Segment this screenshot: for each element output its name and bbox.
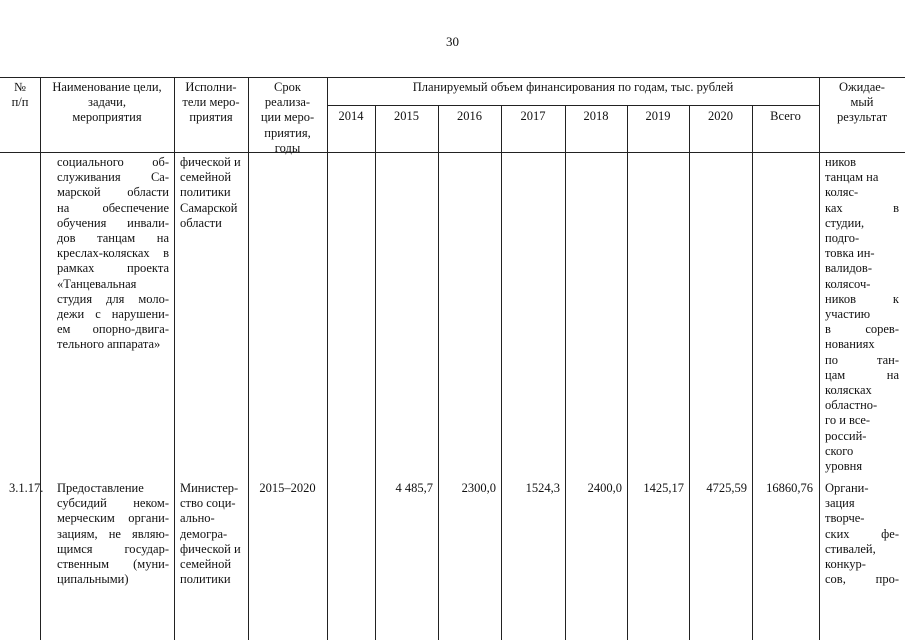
header-col-result: Ожидае- мый результат [836, 80, 888, 125]
value-total: 16860,76 [766, 481, 813, 495]
header-year-2018: 2018 [583, 109, 609, 123]
value-2017: 1524,3 [525, 481, 560, 495]
header-col-executor: Исполни- тели меро- приятия [182, 80, 240, 125]
header-year-2015: 2015 [394, 109, 419, 123]
header-year-2020: 2020 [708, 109, 733, 123]
row-executor-cell: Министер- ство соци- ально- демогра- фической и семейной политики [180, 481, 241, 587]
header-col-number: № п/п [11, 80, 29, 110]
value-2020: 4725,59 [706, 481, 747, 495]
header-year-2016: 2016 [457, 109, 482, 123]
continued-executor-cell: фической и семейной политики Самарской области [180, 155, 241, 230]
row-name-cell: Предоставление субсидий неком- мерческим органи- зациям, не являю- щимся государ- ственным (муни- ципальными) [57, 481, 169, 587]
header-year-2014: 2014 [338, 109, 364, 123]
header-year-2017: 2017 [520, 109, 546, 123]
header-year-2019: 2019 [645, 109, 671, 123]
header-col-funding: Планируемый объем финансирования по годам, тыс. рублей [412, 80, 734, 94]
header-col-name: Наименование цели, задачи, мероприятия [52, 80, 162, 125]
header-col-term: Срок реализа- ции меро- приятия, годы [260, 80, 315, 155]
row-number: 3.1.17. [9, 481, 44, 495]
continued-result-cell: ников танцам на коляс- ках в студии, подго- товка ин- валидов- колясоч- ников к участию в сорев- нованиях по тан- цам на колясках областно- го и всe- россий- ского уровня [825, 155, 899, 474]
value-2016: 2300,0 [461, 481, 496, 495]
row-term-cell: 2015–2020 [259, 481, 316, 495]
value-2015: 4 485,7 [395, 481, 433, 495]
value-2019: 1425,17 [643, 481, 684, 495]
page-number: 30 [446, 34, 459, 49]
continued-name-cell: социального об- служивания Са- марской области на обеспечение обучения инвали- дов танцам на креслах-колясках в рамках проекта «Танцевальная студия для моло- дежи с нарушени- ем опорно-двига- тельного аппарата» [57, 155, 169, 352]
value-2018: 2400,0 [587, 481, 622, 495]
row-result-cell: Органи- зация творче- ских фе- стивалей, конкур- сов, про- [825, 481, 899, 587]
header-total: Всего [770, 109, 801, 123]
